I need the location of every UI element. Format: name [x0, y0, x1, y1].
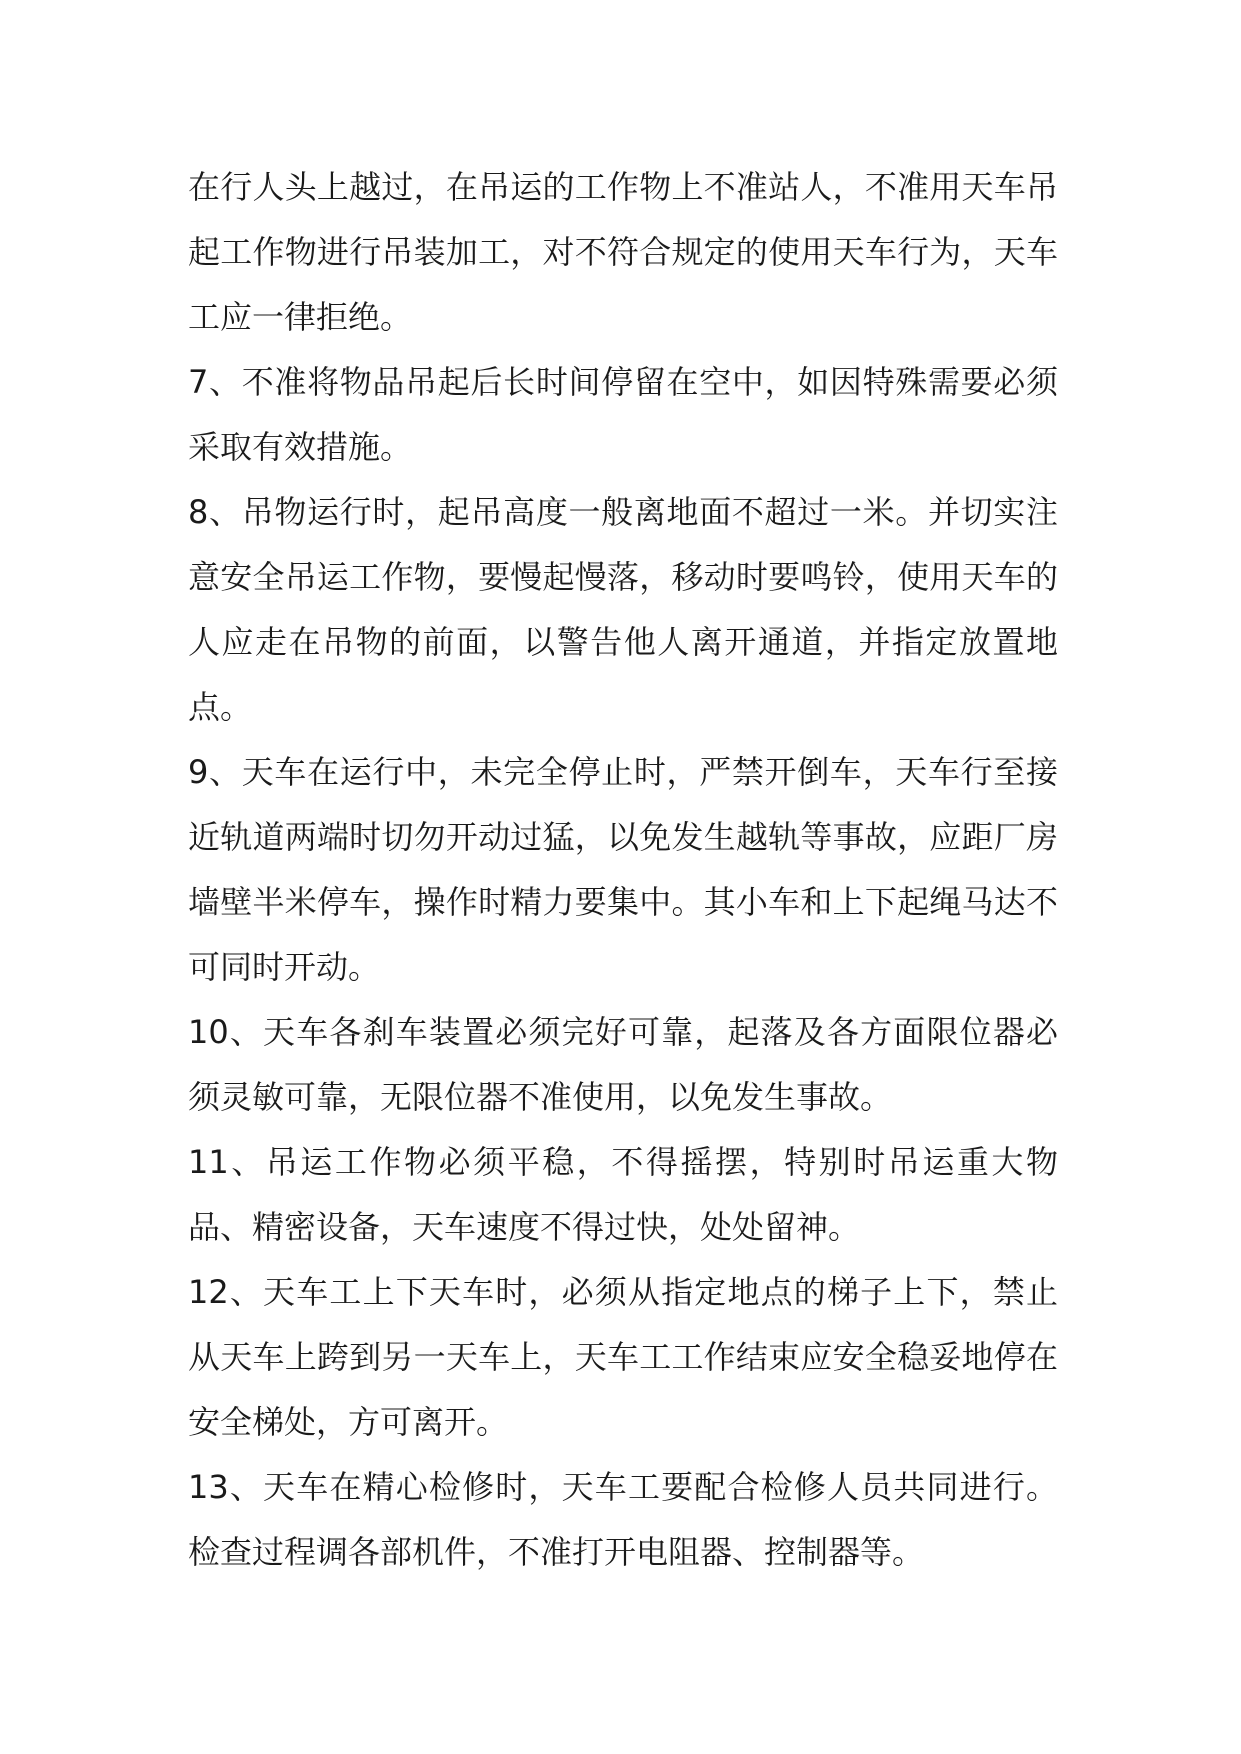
paragraph-continuation: 在行人头上越过，在吊运的工作物上不准站人，不准用天车吊起工作物进行吊装加工，对不符合规定的使用天车行为，天车工应一律拒绝。	[188, 168, 1058, 336]
paragraph-item-12: 12、天车工上下天车时，必须从指定地点的梯子上下，禁止从天车上跨到另一天车上，天车工工作结束应安全稳妥地停在安全梯处，方可离开。	[188, 1273, 1058, 1441]
paragraph-item-9: 9、天车在运行中，未完全停止时，严禁开倒车，天车行至接近轨道两端时切勿开动过猛，以免发生越轨等事故，应距厂房墙壁半米停车，操作时精力要集中。其小车和上下起绳马达不可同时开动。	[188, 753, 1058, 986]
paragraph-item-7: 7、不准将物品吊起后长时间停留在空中，如因特殊需要必须采取有效措施。	[188, 363, 1058, 466]
paragraph-item-8: 8、吊物运行时，起吊高度一般离地面不超过一米。并切实注意安全吊运工作物，要慢起慢落，移动时要鸣铃，使用天车的人应走在吊物的前面，以警告他人离开通道，并指定放置地点。	[188, 493, 1058, 726]
paragraph-item-10: 10、天车各刹车装置必须完好可靠，起落及各方面限位器必须灵敏可靠，无限位器不准使用，以免发生事故。	[188, 1013, 1058, 1116]
document-body	[188, 155, 1058, 1585]
paragraph-item-13: 13、天车在精心检修时，天车工要配合检修人员共同进行。检查过程调各部机件，不准打开电阻器、控制器等。	[188, 1468, 1058, 1571]
paragraph-item-11: 11、吊运工作物必须平稳，不得摇摆，特别时吊运重大物品、精密设备，天车速度不得过快，处处留神。	[188, 1143, 1058, 1246]
